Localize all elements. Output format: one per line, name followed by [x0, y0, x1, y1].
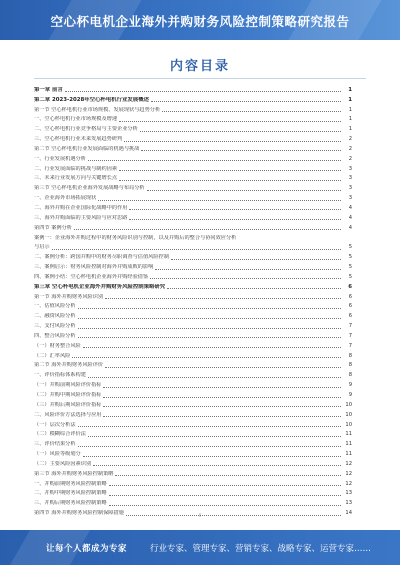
toc-entry[interactable]: [34, 261, 352, 271]
toc-entry[interactable]: [34, 143, 352, 153]
dot-leader: [103, 387, 341, 388]
toc-entry-page: 9: [348, 382, 352, 389]
dot-leader: [119, 121, 341, 122]
toc-entry[interactable]: [34, 340, 352, 350]
toc-entry[interactable]: [34, 369, 352, 379]
toc-entry-text: 一、企业海外市场拓展现状: [34, 195, 97, 202]
toc-entry-text: 二、海外并购在企业国际化战略中的作用: [34, 204, 128, 211]
toc-entry-page: 7: [348, 342, 352, 349]
toc-entry[interactable]: [34, 320, 352, 330]
toc-entry-page: 4: [348, 214, 352, 221]
page-footer-banner: [0, 530, 400, 565]
dot-leader: [103, 416, 341, 417]
toc-entry[interactable]: [34, 94, 352, 104]
toc-entry[interactable]: [34, 448, 352, 458]
toc-entry-page: 6: [348, 303, 352, 310]
dot-leader: [109, 505, 341, 506]
toc-entry-page: 11: [345, 451, 352, 458]
toc-entry[interactable]: [34, 458, 352, 468]
toc-entry-text: 二、并购中期财务风险控制策略: [34, 490, 107, 497]
toc-entry[interactable]: [34, 497, 352, 507]
toc-entry-page: 5: [348, 254, 352, 261]
toc-entry[interactable]: [34, 429, 352, 439]
toc-entry-page: 1: [348, 86, 352, 93]
toc-entry-page: 3: [348, 185, 352, 192]
toc-entry[interactable]: [34, 222, 352, 232]
dot-leader: [115, 475, 341, 476]
toc-entry-text: 第三节 空心杯电机企业海外发展战略与布局分析: [34, 185, 145, 192]
toc-entry-page: 9: [348, 392, 352, 398]
toc-entry-text: 第四节 海外并购财务风险控制保障措施: [34, 510, 124, 517]
dot-leader: [83, 456, 341, 457]
toc-entry-text: 第二节 海外并购财务风险评价: [34, 362, 104, 369]
toc-entry-page: 3: [348, 175, 352, 182]
page-number: I: [199, 513, 201, 519]
toc-entry-text: （一）层次分析法: [34, 421, 76, 428]
dot-leader: [129, 209, 341, 210]
toc-entry-text: 第一章 前言: [34, 86, 63, 93]
toc-entry[interactable]: [34, 251, 352, 261]
toc-heading: 内容目录: [169, 59, 230, 74]
toc-entry[interactable]: [34, 438, 352, 448]
toc-entry-text: 二、行业发展面临的挑战与制约因素: [34, 165, 118, 172]
toc-entry-text: 第三章 空心杯电机企业海外并购财务风险控制策略研究: [34, 283, 166, 290]
toc-entry-text: （二）并购中期风险评价指标: [34, 392, 102, 398]
dot-leader: [83, 347, 341, 348]
dot-leader: [65, 91, 341, 92]
toc-entry[interactable]: [34, 173, 352, 183]
toc-entry-page: 2: [348, 136, 352, 143]
dot-leader: [78, 328, 341, 329]
toc-entry-text: 第二章 2023-2028年空心杯电机行业发展概述: [34, 96, 149, 103]
toc-entry-page: 8: [348, 362, 352, 369]
toc-entry[interactable]: [34, 163, 352, 173]
toc-entry[interactable]: [34, 360, 352, 370]
toc-entry-text: 三、并购后期财务风险控制策略: [34, 500, 107, 507]
toc-entry[interactable]: [34, 291, 352, 301]
toc-entry-page: 2: [348, 145, 352, 152]
dot-leader: [88, 436, 341, 437]
toc-entry-text: 四、整合风险分析: [34, 332, 76, 339]
footer-slogan: 让每个人都成为专家: [46, 544, 128, 554]
toc-entry-text: （一）并购前期风险评价指标: [34, 382, 102, 389]
toc-entry-page: 1: [348, 96, 352, 103]
toc-entry-text: 二、融资风险分析: [34, 313, 76, 320]
dot-leader: [88, 377, 341, 378]
toc-entry[interactable]: [34, 399, 352, 409]
dot-leader: [124, 141, 341, 142]
toc-entry-text: 二、案例分析：跨国并购中的财务尽职调查与估值风险控制: [34, 254, 169, 261]
toc-entry[interactable]: [34, 114, 352, 124]
toc-entry-page: 1: [348, 116, 352, 123]
dot-leader: [78, 426, 341, 427]
toc-entry-page: 8: [348, 372, 352, 379]
toc-entry-text: （二）主要风险因素识别: [34, 460, 92, 467]
toc-entry-text: （二）汇率风险: [34, 352, 71, 359]
toc-entry[interactable]: [34, 301, 352, 311]
dot-leader: [151, 101, 341, 102]
toc-entry-text: 一、并购前期财务风险控制策略: [34, 480, 107, 487]
toc-entry-text: 一、评价指标体系构建: [34, 372, 86, 379]
dot-leader: [147, 190, 341, 191]
dot-leader: [103, 406, 341, 407]
toc-entry[interactable]: [34, 271, 352, 281]
toc-entry[interactable]: [34, 123, 352, 133]
dot-leader: [140, 131, 341, 132]
toc-entry[interactable]: [34, 330, 352, 340]
toc-entry-text: 四、案例小结：空心杯电机企业海外并购经验借鉴: [34, 273, 149, 280]
toc-entry[interactable]: [34, 419, 352, 429]
dot-leader: [109, 485, 341, 486]
toc-entry-text: （一）财务整合风险: [34, 342, 81, 349]
toc-entry[interactable]: [34, 242, 352, 252]
toc-entry-text: 三、海外并购面临的主要风险与应对思路: [34, 214, 128, 221]
dot-leader: [74, 229, 341, 230]
dot-leader: [72, 357, 341, 358]
toc-entry-text: （三）并购后期风险评价指标: [34, 401, 102, 408]
dot-leader: [93, 465, 341, 466]
toc-entry[interactable]: [34, 202, 352, 212]
toc-entry-page: 8: [348, 352, 352, 359]
toc-entry-page: 7: [348, 323, 352, 330]
toc-entry[interactable]: [34, 153, 352, 163]
toc-entry[interactable]: [34, 232, 352, 242]
toc-entry-page: 5: [348, 273, 352, 280]
toc-entry-page: 10: [345, 421, 352, 428]
toc-entry-page: 2: [348, 155, 352, 162]
dot-leader: [105, 367, 341, 368]
toc-entry[interactable]: [34, 350, 352, 360]
dot-leader: [78, 446, 341, 447]
toc-entry-text: 第四节 案例分析: [34, 224, 72, 231]
toc-entry-text: 三、评价结果分析: [34, 441, 76, 448]
dot-leader: [119, 180, 341, 181]
dot-leader: [98, 200, 341, 201]
dot-leader: [150, 278, 341, 279]
toc-entry-page: 11: [345, 431, 352, 438]
footer-tagline: 行业专家、管理专家、营销专家、战略专家、运营专家……: [150, 544, 372, 554]
toc-entry-text: 三、案例启示：财务风险控制对海外并购成败的影响: [34, 264, 154, 271]
toc-entry-text: 第三节 海外并购财务风险控制策略: [34, 470, 114, 477]
toc-entry-page: 6: [348, 313, 352, 320]
toc-entry-text: 三、支付风险分析: [34, 323, 76, 330]
toc-entry-text: （一）风险等级划分: [34, 451, 81, 458]
toc-entry[interactable]: [34, 192, 352, 202]
toc-entry[interactable]: [34, 133, 352, 143]
toc-entry[interactable]: [34, 488, 352, 498]
toc-entry-page: 13: [345, 500, 352, 507]
toc-entry[interactable]: [34, 281, 352, 291]
toc-entry[interactable]: [34, 409, 352, 419]
dot-leader: [78, 337, 341, 338]
toc-entry[interactable]: [34, 84, 352, 94]
dot-leader: [78, 308, 341, 309]
toc-entry[interactable]: [34, 468, 352, 478]
toc-entry-text: 第一节 空心杯电机行业市场规模、发展现状与趋势分析: [34, 106, 161, 113]
toc-entry-page: 10: [345, 401, 352, 408]
toc-entry-page: 6: [348, 283, 352, 290]
toc-entry-text: 三、未来行业发展方向与关键增长点: [34, 175, 118, 182]
heading-divider: [34, 78, 366, 79]
toc-entry-page: 3: [348, 195, 352, 202]
toc-entry-page: 5: [348, 264, 352, 271]
toc-entry-page: 13: [345, 490, 352, 497]
toc-entry[interactable]: [34, 310, 352, 320]
toc-entry[interactable]: [34, 104, 352, 114]
table-of-contents: [34, 84, 352, 517]
toc-entry[interactable]: [34, 379, 352, 389]
toc-entry-page: 6: [348, 293, 352, 300]
toc-entry[interactable]: [34, 478, 352, 488]
toc-entry-page: 4: [348, 224, 352, 231]
toc-entry[interactable]: [34, 389, 352, 399]
toc-entry[interactable]: [34, 182, 352, 192]
dot-leader: [171, 259, 341, 260]
dot-leader: [52, 249, 341, 250]
toc-entry-page: 12: [345, 480, 352, 487]
toc-entry-page: 7: [348, 332, 352, 339]
toc-entry-text: 案例一：企业海外并购过程中的财务风险识别与控制，以及并购后的整合与协同效应分析: [34, 234, 237, 241]
dot-leader: [167, 288, 341, 289]
toc-entry-text: 一、估值风险分析: [34, 303, 76, 310]
toc-entry-text: （二）模糊综合评价法: [34, 431, 86, 438]
toc-entry-text: 与启示: [34, 244, 50, 251]
toc-entry-page: 12: [345, 470, 352, 477]
toc-entry-page: 12: [345, 460, 352, 467]
toc-entry[interactable]: [34, 212, 352, 222]
toc-entry-text: 一、空心杯电机行业市场规模及增速: [34, 116, 118, 123]
dot-leader: [129, 219, 341, 220]
dot-leader: [103, 397, 341, 398]
toc-entry-text: 二、风险评价方法选择与应用: [34, 411, 102, 418]
dot-leader: [78, 318, 341, 319]
toc-entry-text: 三、空心杯电机行业未来发展趋势研判: [34, 136, 123, 143]
dot-leader: [162, 111, 341, 112]
toc-entry-page: 5: [348, 244, 352, 251]
toc-entry-page: 11: [345, 441, 352, 448]
toc-entry-text: 第二节 空心杯电机行业发展面临的机遇与挑战: [34, 145, 140, 152]
toc-entry-page: 1: [348, 106, 352, 113]
page-header-banner: [0, 0, 400, 40]
toc-entry-page: 3: [348, 165, 352, 172]
dot-leader: [109, 495, 341, 496]
toc-entry-text: 二、空心杯电机行业竞争格局与主要企业分析: [34, 126, 138, 133]
toc-entry-page: 1: [348, 126, 352, 133]
toc-entry-text: 一、行业发展机遇分析: [34, 155, 86, 162]
dot-leader: [105, 298, 341, 299]
toc-entry-page: 10: [345, 411, 352, 418]
report-title: 空心杯电机企业海外并购财务风险控制策略研究报告: [50, 14, 350, 29]
dot-leader: [141, 150, 341, 151]
dot-leader: [155, 269, 341, 270]
toc-entry-page: 14: [345, 510, 352, 517]
dot-leader: [119, 170, 341, 171]
dot-leader: [88, 160, 341, 161]
toc-entry-page: 4: [348, 204, 352, 211]
toc-entry-text: 第一节 海外并购财务风险识别: [34, 293, 104, 300]
